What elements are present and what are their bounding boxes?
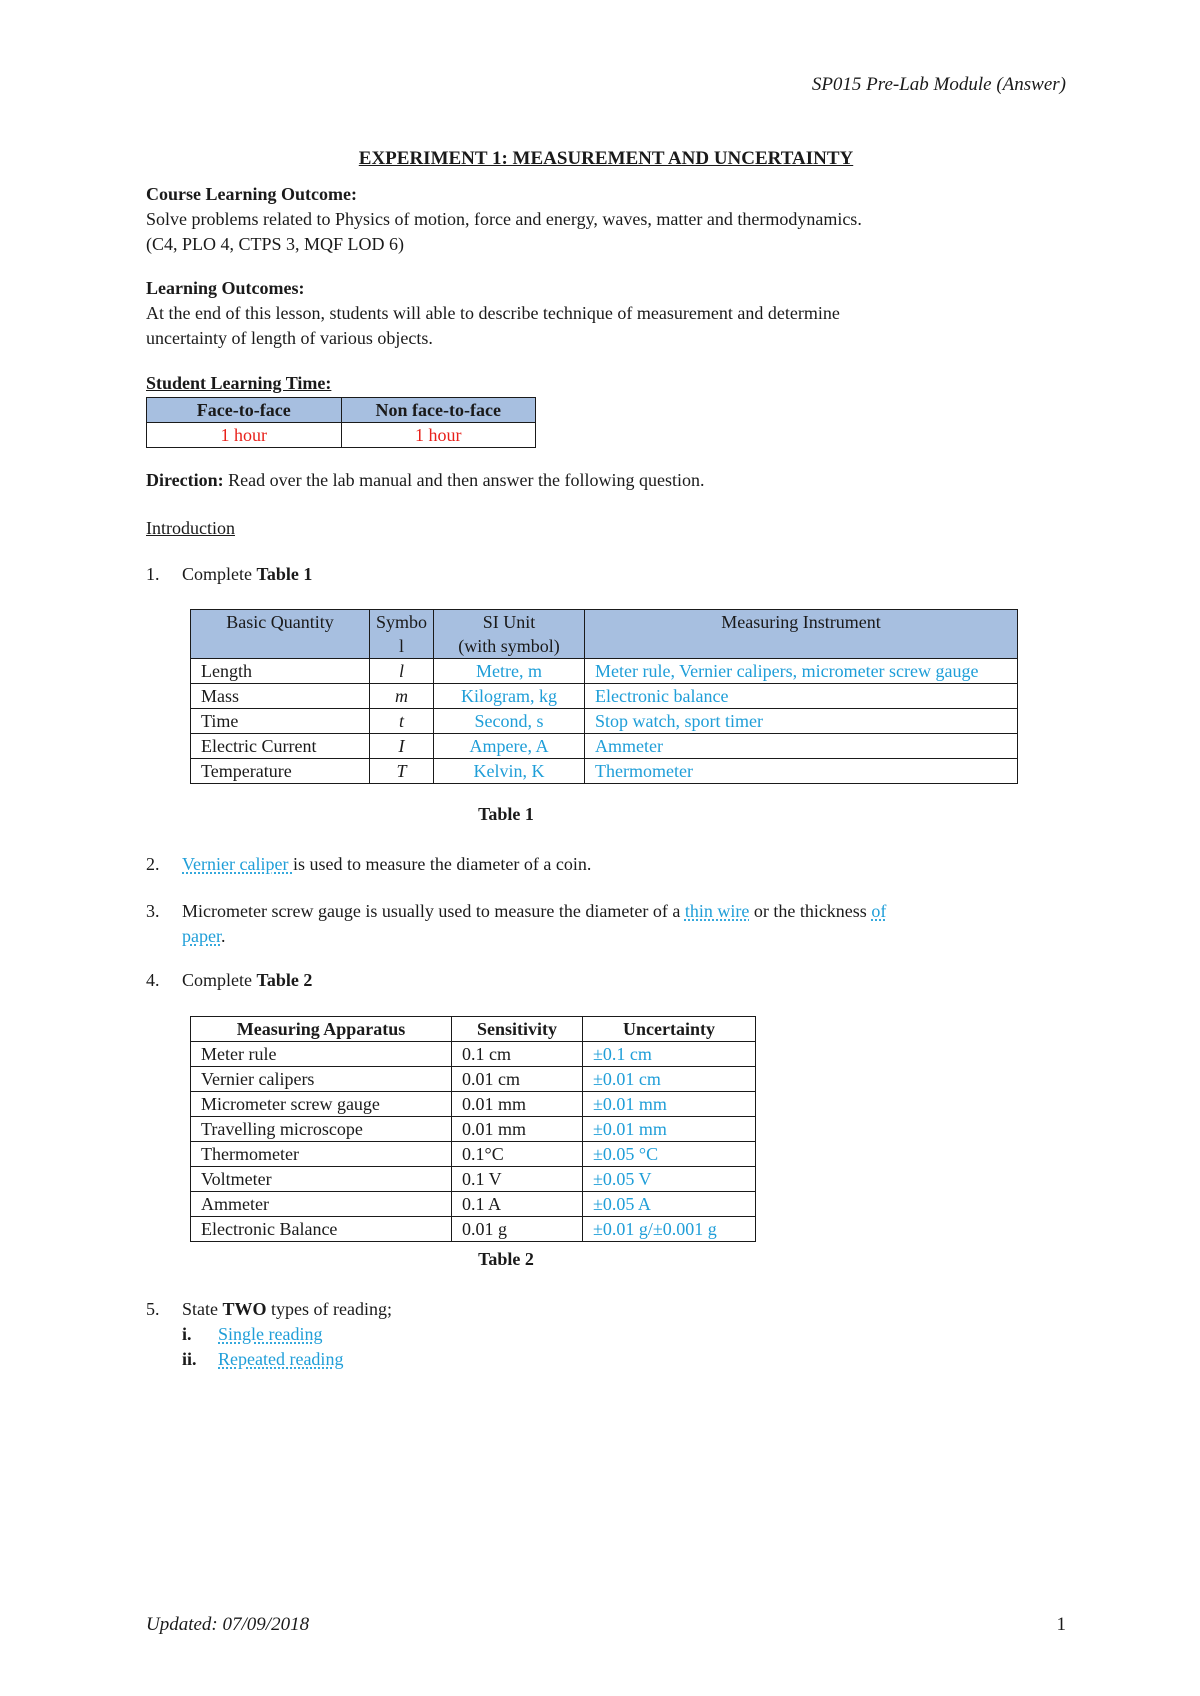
- t2-header-apparatus: Measuring Apparatus: [191, 1017, 452, 1042]
- q5-item1-answer: Single reading: [218, 1324, 323, 1344]
- q3-number: 3.: [146, 901, 160, 921]
- t2-cell-apparatus: Electronic Balance: [191, 1217, 452, 1242]
- t1-cell-quantity: Electric Current: [191, 734, 370, 759]
- list-item: [146, 1347, 1066, 1372]
- t1-cell-quantity: Mass: [191, 684, 370, 709]
- question-5: [146, 1297, 1066, 1372]
- t1-header-si-unit-line2: (with symbol): [458, 636, 560, 656]
- t2-cell-uncertainty: ±0.05 A: [583, 1192, 756, 1217]
- list-item: [146, 1322, 1066, 1347]
- course-outcome-section: [146, 182, 1066, 257]
- q1-text: Complete: [182, 564, 257, 584]
- page-footer: [146, 1614, 1066, 1636]
- t1-header-si-unit: [434, 610, 585, 659]
- t1-cell-instrument: Thermometer: [585, 759, 1018, 784]
- t2-cell-apparatus: Voltmeter: [191, 1167, 452, 1192]
- t2-header-uncertainty: Uncertainty: [583, 1017, 756, 1042]
- document-title: EXPERIMENT 1: MEASUREMENT AND UNCERTAINTY: [358, 148, 854, 169]
- learning-outcomes-line2: uncertainty of length of various objects.: [146, 328, 433, 348]
- q5-number: 5.: [146, 1299, 160, 1319]
- slt-table: [146, 397, 536, 448]
- t2-cell-uncertainty: ±0.01 g/±0.001 g: [583, 1217, 756, 1242]
- t2-cell-uncertainty: ±0.01 mm: [583, 1117, 756, 1142]
- t2-cell-uncertainty: ±0.01 cm: [583, 1067, 756, 1092]
- q2-answer: Vernier caliper: [182, 854, 293, 874]
- q5-item2-answer: Repeated reading: [218, 1349, 344, 1369]
- slt-value-nonface: 1 hour: [341, 423, 536, 448]
- t2-cell-uncertainty: ±0.05 °C: [583, 1142, 756, 1167]
- q3-text2: or the thickness: [749, 901, 872, 921]
- table-1: [190, 609, 1018, 784]
- q3-end: .: [220, 926, 226, 946]
- q5-text1: State: [182, 1299, 223, 1319]
- table-row: [191, 1042, 756, 1067]
- t2-cell-uncertainty: ±0.1 cm: [583, 1042, 756, 1067]
- q1-table-ref: Table 1: [256, 564, 313, 584]
- table-row: [191, 1067, 756, 1092]
- t2-cell-sensitivity: 0.01 g: [452, 1217, 583, 1242]
- t2-cell-uncertainty: ±0.05 V: [583, 1167, 756, 1192]
- slt-header-nonface: Non face-to-face: [341, 398, 536, 423]
- t2-cell-sensitivity: 0.1 V: [452, 1167, 583, 1192]
- table-row: [191, 1142, 756, 1167]
- q3-answer-thin-wire: thin wire: [684, 901, 750, 921]
- t2-cell-sensitivity: 0.1 A: [452, 1192, 583, 1217]
- running-header: SP015 Pre-Lab Module (Answer): [811, 74, 1066, 95]
- document-page: [146, 0, 1066, 1696]
- t2-cell-sensitivity: 0.01 mm: [452, 1117, 583, 1142]
- t1-cell-quantity: Temperature: [191, 759, 370, 784]
- t1-cell-symbol: l: [370, 659, 434, 684]
- t2-cell-sensitivity: 0.1°C: [452, 1142, 583, 1167]
- t1-header-quantity: Basic Quantity: [191, 610, 370, 659]
- table-2: [190, 1016, 756, 1242]
- learning-outcomes-label: Learning Outcomes:: [146, 278, 305, 298]
- t2-cell-apparatus: Travelling microscope: [191, 1117, 452, 1142]
- t1-cell-quantity: Time: [191, 709, 370, 734]
- introduction-heading: Introduction: [146, 518, 235, 538]
- learning-outcomes-line1: At the end of this lesson, students will able to describe technique of measurement and determine: [146, 303, 840, 323]
- t2-cell-apparatus: Vernier calipers: [191, 1067, 452, 1092]
- direction-label: Direction:: [146, 470, 224, 490]
- t1-cell-instrument: Stop watch, sport timer: [585, 709, 1018, 734]
- direction-text: Read over the lab manual and then answer the following question.: [223, 470, 705, 490]
- table-row: [191, 684, 1018, 709]
- t2-cell-sensitivity: 0.01 mm: [452, 1092, 583, 1117]
- table-row: [191, 759, 1018, 784]
- q3-answer-paper: paper: [182, 926, 221, 946]
- table-row: [191, 709, 1018, 734]
- t1-cell-unit: Second, s: [434, 709, 585, 734]
- t1-cell-instrument: Ammeter: [585, 734, 1018, 759]
- q5-item1-number: i.: [182, 1324, 192, 1344]
- table-row: [191, 1217, 756, 1242]
- t1-cell-symbol: I: [370, 734, 434, 759]
- t1-cell-unit: Kelvin, K: [434, 759, 585, 784]
- q5-item2-number: ii.: [182, 1349, 197, 1369]
- slt-header-face: Face-to-face: [147, 398, 342, 423]
- table-row: [191, 659, 1018, 684]
- table-row: [191, 1192, 756, 1217]
- question-4: [146, 968, 1066, 993]
- direction-line: [146, 468, 1066, 493]
- t1-header-symbol: Symbo l: [370, 610, 434, 659]
- t1-cell-symbol: m: [370, 684, 434, 709]
- t1-header-instrument: Measuring Instrument: [585, 610, 1018, 659]
- t2-cell-apparatus: Thermometer: [191, 1142, 452, 1167]
- t1-cell-unit: Metre, m: [434, 659, 585, 684]
- table-1-caption: Table 1: [478, 804, 534, 824]
- t1-header-si-unit-line1: SI Unit: [482, 612, 536, 632]
- question-1: [146, 562, 1066, 587]
- slt-value-face: 1 hour: [147, 423, 342, 448]
- slt-label: Student Learning Time:: [146, 373, 332, 393]
- q3-answer-of: of: [871, 901, 887, 921]
- t1-cell-instrument: Electronic balance: [585, 684, 1018, 709]
- t1-cell-unit: Kilogram, kg: [434, 684, 585, 709]
- question-3: [146, 899, 1066, 949]
- q5-bold: TWO: [222, 1299, 267, 1319]
- t2-cell-sensitivity: 0.1 cm: [452, 1042, 583, 1067]
- learning-outcomes-section: [146, 276, 1066, 351]
- t1-cell-unit: Ampere, A: [434, 734, 585, 759]
- question-2: [146, 852, 1066, 877]
- table-2-caption: Table 2: [478, 1249, 534, 1269]
- t2-cell-sensitivity: 0.01 cm: [452, 1067, 583, 1092]
- footer-updated-date: Updated: 07/09/2018: [146, 1614, 310, 1635]
- t1-cell-symbol: t: [370, 709, 434, 734]
- page-number: 1: [1056, 1614, 1066, 1635]
- table-row: [191, 1167, 756, 1192]
- q4-table-ref: Table 2: [256, 970, 313, 990]
- q3-text1: Micrometer screw gauge is usually used to measure the diameter of a: [182, 901, 685, 921]
- table-row: [191, 734, 1018, 759]
- course-outcome-line2: (C4, PLO 4, CTPS 3, MQF LOD 6): [146, 234, 405, 254]
- q5-text2: types of reading;: [266, 1299, 392, 1319]
- t2-cell-apparatus: Micrometer screw gauge: [191, 1092, 452, 1117]
- t1-cell-symbol: T: [370, 759, 434, 784]
- table-row: [191, 1092, 756, 1117]
- q4-text: Complete: [182, 970, 257, 990]
- q1-number: 1.: [146, 564, 160, 584]
- q2-number: 2.: [146, 854, 160, 874]
- t2-header-sensitivity: Sensitivity: [452, 1017, 583, 1042]
- table-row: [191, 1117, 756, 1142]
- t2-cell-apparatus: Meter rule: [191, 1042, 452, 1067]
- course-outcome-label: Course Learning Outcome:: [146, 184, 357, 204]
- t1-cell-instrument: Meter rule, Vernier calipers, micrometer screw gauge: [585, 659, 1018, 684]
- t2-cell-apparatus: Ammeter: [191, 1192, 452, 1217]
- q2-text: is used to measure the diameter of a coin.: [292, 854, 592, 874]
- t2-cell-uncertainty: ±0.01 mm: [583, 1092, 756, 1117]
- t1-cell-quantity: Length: [191, 659, 370, 684]
- q4-number: 4.: [146, 970, 160, 990]
- course-outcome-line1: Solve problems related to Physics of motion, force and energy, waves, matter and thermodynamics.: [146, 209, 862, 229]
